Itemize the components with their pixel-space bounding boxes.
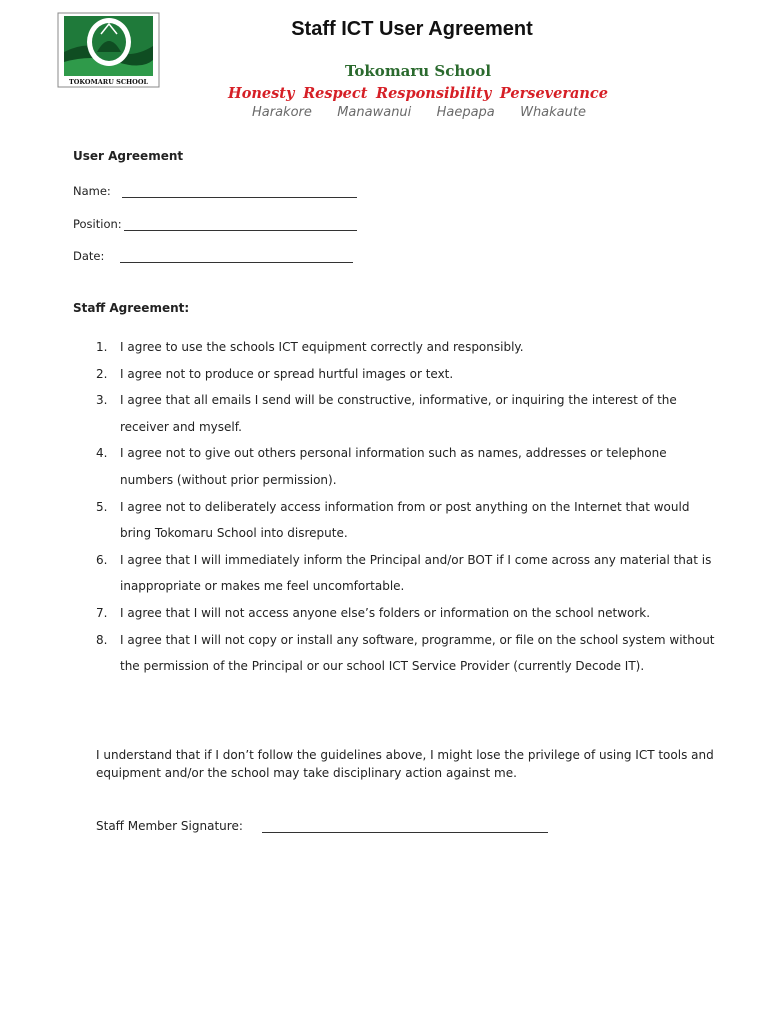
logo-banner-text: TOKOMARU SCHOOL <box>68 78 149 86</box>
value-responsibility: Responsibility <box>376 85 492 102</box>
agreement-list <box>96 334 716 680</box>
agreement-item: 8. I agree that I will not copy or install any software, programme, or file on the school system without the permission of the Principal or our school ICT Service Provider (currently Decode IT). <box>96 632 715 674</box>
position-field[interactable] <box>124 230 357 231</box>
signature-field[interactable] <box>262 832 548 833</box>
agreement-item: 4. I agree not to give out others personal information such as names, addresses or telephone numbers (without prior permission). <box>96 446 667 487</box>
school-logo <box>57 12 160 88</box>
staff-agreement-heading: Staff Agreement: <box>73 301 190 315</box>
maori-value-manawanui: Manawanui <box>337 105 412 120</box>
school-values <box>228 85 608 102</box>
school-crest-graphic <box>57 12 160 88</box>
maori-value-harakore: Harakore <box>252 105 312 120</box>
date-label: Date: <box>73 249 105 263</box>
name-label: Name: <box>73 184 111 198</box>
agreement-item: 3. I agree that all emails I send will be constructive, informative, or inquiring the interest of the receiver and myself. <box>96 393 677 434</box>
agreement-item: 1. I agree to use the schools ICT equipment correctly and responsibly. <box>96 340 524 354</box>
signature-label: Staff Member Signature: <box>96 819 243 833</box>
school-name: Tokomaru School <box>344 62 492 80</box>
maori-value-whakaute: Whakaute <box>520 105 586 120</box>
agreement-item: 7. I agree that I will not access anyone else’s folders or information on the school network. <box>96 605 651 620</box>
date-field[interactable] <box>120 262 353 263</box>
value-honesty: Honesty <box>228 85 295 102</box>
agreement-item: 2. I agree not to produce or spread hurtful images or text. <box>96 366 454 381</box>
agreement-item: 6. I agree that I will immediately inform the Principal and/or BOT if I come across any material that is inappropriate or makes me feel uncomfortable. <box>96 552 712 594</box>
name-field[interactable] <box>122 197 357 198</box>
user-agreement-heading: User Agreement <box>73 149 184 163</box>
value-respect: Respect <box>303 85 368 102</box>
closing-statement: I understand that if I don’t follow the guidelines above, I might lose the privilege of using ICT tools and equipment and/or the school may take disciplinary action against me. <box>96 748 714 780</box>
maori-values <box>252 105 586 120</box>
value-perseverance: Perseverance <box>499 85 608 102</box>
agreement-item: 5. I agree not to deliberately access information from or post anything on the Internet that would bring Tokomaru School into disrepute. <box>96 499 690 541</box>
position-label: Position: <box>73 217 122 231</box>
maori-value-haepapa: Haepapa <box>436 105 495 120</box>
page-title: Staff ICT User Agreement <box>291 18 533 40</box>
